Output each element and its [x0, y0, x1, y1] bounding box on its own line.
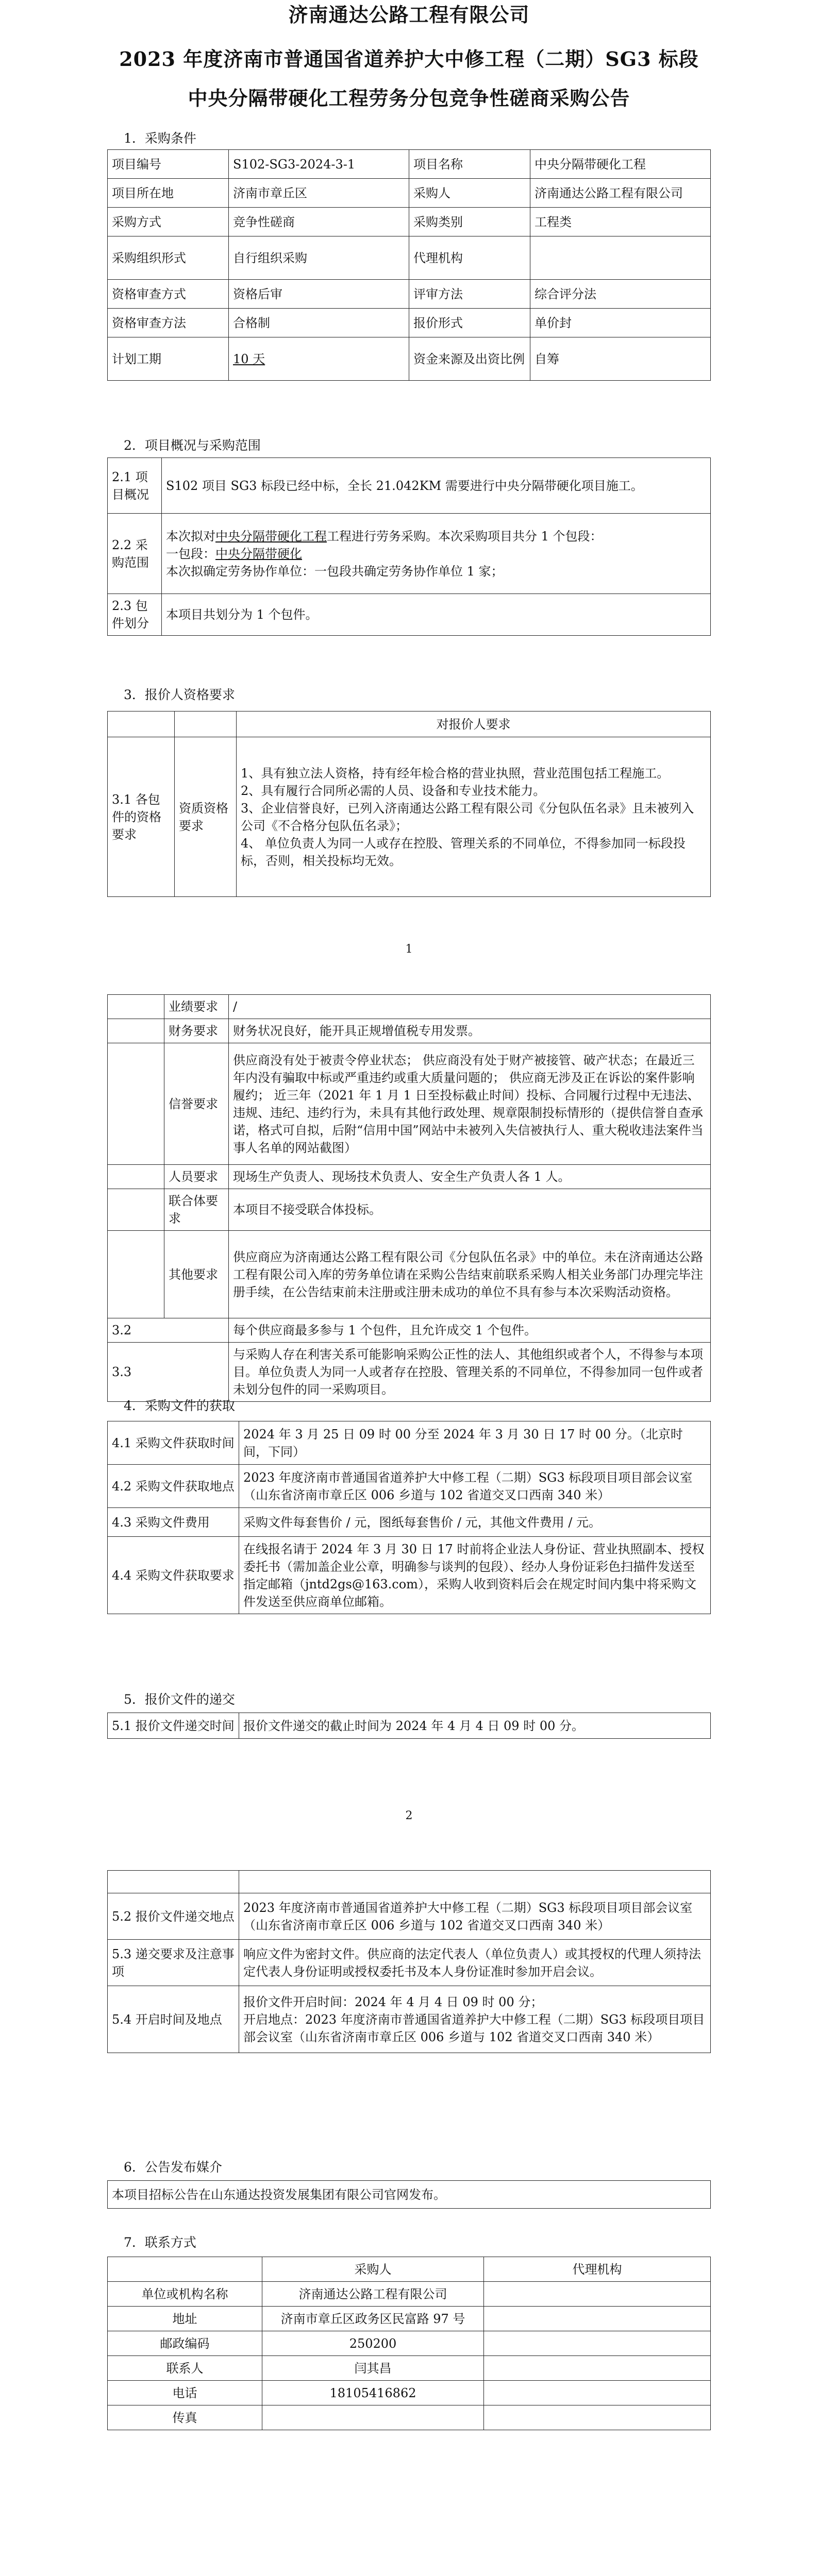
cell — [484, 2356, 711, 2381]
open-time: 报价文件开启时间：2024 年 4 月 4 日 09 时 00 分； — [243, 1994, 543, 2009]
text: 中央分隔带硬化 — [215, 546, 302, 561]
cell: 本项目共划分为 1 个包件。 — [162, 594, 711, 636]
section-2-heading: 2．项目概况与采购范围 — [124, 438, 261, 453]
cell — [484, 2282, 711, 2307]
scope-line-3: 本次拟确定劳务协作单位：一包段共确定劳务协作单位 1 家； — [166, 564, 504, 579]
cell — [162, 514, 711, 594]
cell: 每个供应商最多参与 1 个包件，且允许成交 1 个包件。 — [229, 1318, 711, 1343]
cell: 项目所在地 — [108, 179, 229, 208]
qualification-table-cont — [107, 994, 711, 1402]
cell: 电话 — [108, 2381, 262, 2405]
section-3-heading: 3．报价人资格要求 — [124, 687, 235, 702]
cell: 联合体要求 — [164, 1189, 229, 1231]
project-overview-table — [107, 457, 711, 636]
cell: 5.1 报价文件递交时间 — [108, 1713, 239, 1739]
submission-table-part2 — [107, 1870, 711, 2053]
cell: / — [229, 995, 711, 1019]
cell: 单位或机构名称 — [108, 2282, 262, 2307]
text: 一包段： — [166, 546, 215, 561]
scope-line-2 — [166, 545, 706, 563]
cell: 报价文件递交的截止时间为 2024 年 4 月 4 日 09 时 00 分。 — [239, 1713, 711, 1739]
section-6-heading: 6．公告发布媒介 — [124, 2160, 222, 2175]
cell: 人员要求 — [164, 1165, 229, 1189]
section-7-heading: 7．联系方式 — [124, 2235, 196, 2250]
cell: 2.2 采购范围 — [108, 514, 162, 594]
cell: 中央分隔带硬化工程 — [530, 150, 711, 179]
cell — [239, 1986, 711, 2053]
media-table — [107, 2180, 711, 2209]
cell: 采购人 — [262, 2257, 484, 2282]
cell: 联系人 — [108, 2356, 262, 2381]
cell: S102-SG3-2024-3-1 — [229, 150, 409, 179]
cell: 综合评分法 — [530, 280, 711, 309]
cell: 采购人 — [409, 179, 530, 208]
text: 本次拟对 — [166, 529, 215, 544]
cell: 竞争性磋商 — [229, 208, 409, 236]
cell: 2023 年度济南市普通国省道养护大中修工程（二期）SG3 标段项目项目部会议室（山东省济南市章丘区 006 乡道与 102 省道交叉口西南 340 米） — [239, 1465, 711, 1508]
cell: 对报价人要求 — [237, 711, 711, 737]
cell: 2.3 包件划分 — [108, 594, 162, 636]
text: 工程进行劳务采购。本次采购项目共分 1 个包段： — [327, 529, 603, 544]
cell: 18105416862 — [262, 2381, 484, 2405]
cell — [530, 236, 711, 280]
cell — [262, 2405, 484, 2430]
cell — [229, 337, 409, 381]
open-location: 开启地点：2023 年度济南市普通国省道养护大中修工程（二期）SG3 标段项目项目部会议室（山东省济南市章丘区 006 乡道与 102 省道交叉口西南 340 米） — [243, 2012, 705, 2044]
qual-item: 2、具有履行合同所必需的人员、设备和专业技术能力。 — [241, 783, 546, 798]
project-title-line2: 中央分隔带硬化工程劳务分包竞争性磋商采购公告 — [188, 87, 630, 110]
cell: 自筹 — [530, 337, 711, 381]
cell: 资格后审 — [229, 280, 409, 309]
cell: 闫其昌 — [262, 2356, 484, 2381]
cell: 代理机构 — [484, 2257, 711, 2282]
section-4-heading: 4．采购文件的获取 — [124, 1398, 235, 1413]
company-title: 济南通达公路工程有限公司 — [288, 3, 530, 26]
section-1-heading: 1．采购条件 — [124, 131, 196, 146]
cell: 济南市章丘区政务区民富路 97 号 — [262, 2307, 484, 2331]
cell — [484, 2331, 711, 2356]
cell: 4.2 采购文件获取地点 — [108, 1465, 239, 1508]
cell: 信誉要求 — [164, 1043, 229, 1165]
cell: 工程类 — [530, 208, 711, 236]
qualification-table — [107, 711, 711, 897]
cell: 财务要求 — [164, 1019, 229, 1043]
cell: 4.1 采购文件获取时间 — [108, 1421, 239, 1465]
cell: 250200 — [262, 2331, 484, 2356]
cell: 4.3 采购文件费用 — [108, 1508, 239, 1537]
cell: 供应商应为济南通达公路工程有限公司《分包队伍名录》中的单位。未在济南通达公路工程有限公司入库的劳务单位请在采购公告结束前联系采购人相关业务部门办理完毕注册手续，在公告结束前未注册或注册未成功的单位不具有参与本次采购活动资格。 — [229, 1231, 711, 1318]
submission-table-part1 — [107, 1713, 711, 1739]
contact-table — [107, 2257, 711, 2430]
cell: 本项目招标公告在山东通达投资发展集团有限公司官网发布。 — [108, 2181, 711, 2209]
cell: 业绩要求 — [164, 995, 229, 1019]
cell: 传真 — [108, 2405, 262, 2430]
cell: 项目编号 — [108, 150, 229, 179]
cell: 5.4 开启时间及地点 — [108, 1986, 239, 2053]
cell: 计划工期 — [108, 337, 229, 381]
cell: 评审方法 — [409, 280, 530, 309]
cell: 代理机构 — [409, 236, 530, 280]
cell: 单价封 — [530, 309, 711, 337]
cell: 合格制 — [229, 309, 409, 337]
cell — [237, 737, 711, 897]
cell: 2023 年度济南市普通国省道养护大中修工程（二期）SG3 标段项目项目部会议室（山东省济南市章丘区 006 乡道与 102 省道交叉口西南 340 米） — [239, 1893, 711, 1940]
cell: 采购方式 — [108, 208, 229, 236]
text: 中央分隔带硬化工程 — [215, 529, 327, 544]
qual-item: 4、 单位负责人为同一人或存在控股、管理关系的不同单位，不得参加同一标段投标，否则，相关投标均无效。 — [241, 836, 686, 868]
cell: 3.2 — [108, 1318, 229, 1343]
cell: 4.4 采购文件获取要求 — [108, 1537, 239, 1614]
cell: 地址 — [108, 2307, 262, 2331]
section-5-heading: 5．报价文件的递交 — [124, 1692, 235, 1707]
duration-value: 10 天 — [233, 351, 265, 366]
cell: 在线报名请于 2024 年 3 月 30 日 17 时前将企业法人身份证、营业执照副本、授权委托书（需加盖企业公章，明确参与谈判的包段）、经办人身份证彩色扫描件发送至指定邮箱（jntd2gs@163.com），采购人收到资料后会在规定时间内集中将采购文件发送至供应商单位邮箱。 — [239, 1537, 711, 1614]
cell: 2.1 项目概况 — [108, 458, 162, 514]
cell: 资格审查方式 — [108, 280, 229, 309]
cell: 5.3 递交要求及注意事项 — [108, 1940, 239, 1986]
cell: 自行组织采购 — [229, 236, 409, 280]
cell: 5.2 报价文件递交地点 — [108, 1893, 239, 1940]
cell: S102 项目 SG3 标段已经中标，全长 21.042KM 需要进行中央分隔带硬化项目施工。 — [162, 458, 711, 514]
cell: 采购类别 — [409, 208, 530, 236]
cell — [484, 2381, 711, 2405]
cell: 济南通达公路工程有限公司 — [262, 2282, 484, 2307]
cell: 济南通达公路工程有限公司 — [530, 179, 711, 208]
cell: 资格审查方法 — [108, 309, 229, 337]
cell: 采购文件每套售价 / 元，图纸每套售价 / 元，其他文件费用 / 元。 — [239, 1508, 711, 1537]
procurement-conditions-table — [107, 149, 711, 381]
cell: 3.1 各包件的资格要求 — [108, 737, 175, 897]
page-number: 2 — [405, 1809, 413, 1822]
scope-line-1 — [166, 528, 706, 545]
cell: 响应文件为密封文件。供应商的法定代表人（单位负责人）或其授权的代理人须持法定代表人身份证明或授权委托书及本人身份证准时参加开启会议。 — [239, 1940, 711, 1986]
qual-item: 3、企业信誉良好，已列入济南通达公路工程有限公司《分包队伍名录》且未被列入公司《不合格分包队伍名录》； — [241, 801, 694, 833]
qual-item: 1、具有独立法人资格，持有经年检合格的营业执照，营业范围包括工程施工。 — [241, 766, 670, 781]
cell: 资金来源及出资比例 — [409, 337, 530, 381]
cell: 采购组织形式 — [108, 236, 229, 280]
cell: 2024 年 3 月 25 日 09 时 00 分至 2024 年 3 月 30 日 17 时 00 分。（北京时间，下同） — [239, 1421, 711, 1465]
cell: 本项目不接受联合体投标。 — [229, 1189, 711, 1231]
cell: 报价形式 — [409, 309, 530, 337]
cell: 项目名称 — [409, 150, 530, 179]
document-acquisition-table — [107, 1421, 711, 1614]
cell: 财务状况良好，能开具正规增值税专用发票。 — [229, 1019, 711, 1043]
cell: 其他要求 — [164, 1231, 229, 1318]
cell: 资质资格要求 — [175, 737, 237, 897]
cell: 供应商没有处于被责令停业状态； 供应商没有处于财产被接管、破产状态；在最近三年内没有骗取中标或严重违约或重大质量问题的； 供应商无涉及正在诉讼的案件影响履约； 近三年（2021 年 1 月 1 日至投标截止时间）投标、合同履行过程中无违法、违规、违纪、违约行为，未具有其他行政处理、规章限制投标情形的（提供信誉自查承诺，格式可自拟，后附“信用中国”网站中未被列入失信被执行人、重大税收违法案件当事人名单的网站截图） — [229, 1043, 711, 1165]
cell — [484, 2307, 711, 2331]
cell: 与采购人存在利害关系可能影响采购公正性的法人、其他组织或者个人，不得参与本项目。单位负责人为同一人或者存在控股、管理关系的不同单位，不得参加同一包件或者未划分包件的同一采购项目。 — [229, 1343, 711, 1402]
cell: 现场生产负责人、现场技术负责人、安全生产负责人各 1 人。 — [229, 1165, 711, 1189]
cell: 济南市章丘区 — [229, 179, 409, 208]
project-title-line1: 2023 年度济南市普通国省道养护大中修工程（二期）SG3 标段 — [119, 47, 699, 71]
page-number: 1 — [405, 943, 413, 956]
cell — [484, 2405, 711, 2430]
cell: 3.3 — [108, 1343, 229, 1402]
cell: 邮政编码 — [108, 2331, 262, 2356]
